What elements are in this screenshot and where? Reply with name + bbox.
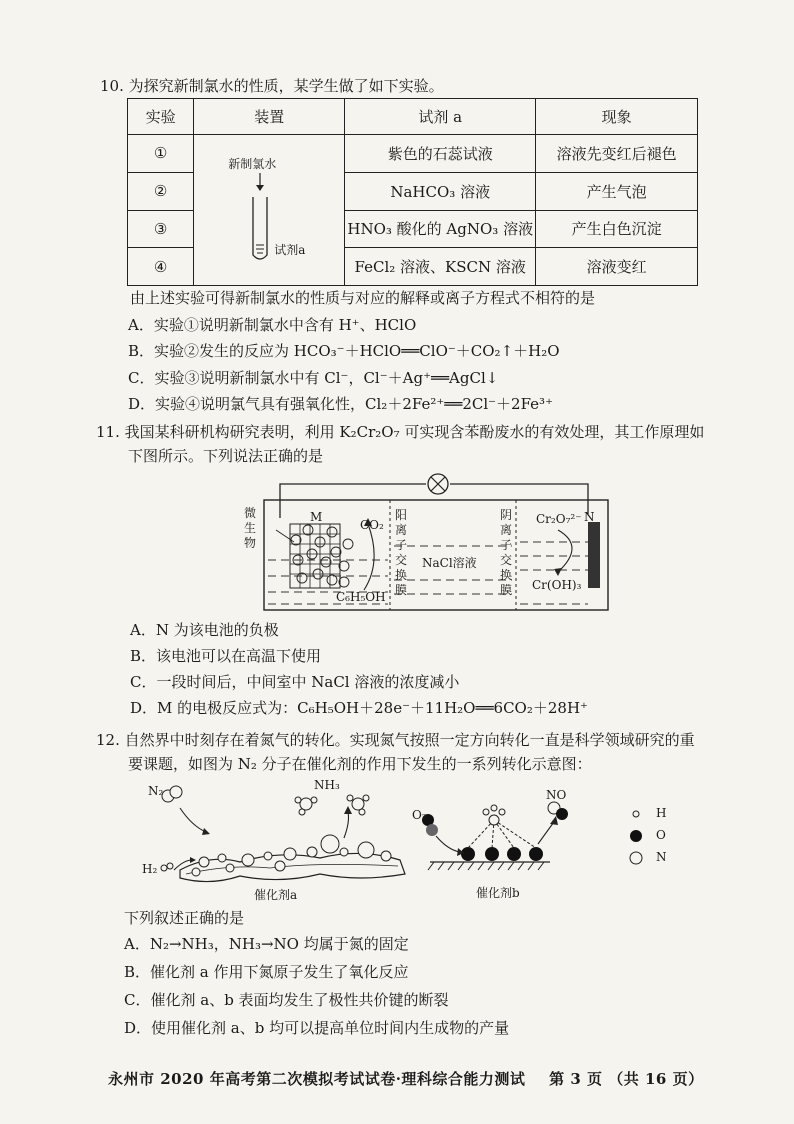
- table-cell: NaHCO₃ 溶液: [345, 172, 536, 210]
- n2-label: N₂: [148, 784, 164, 798]
- apparatus-top-label: 新制氯水: [228, 157, 277, 171]
- table-cell: ③: [128, 210, 194, 248]
- croh3-label: Cr(OH)₃: [532, 578, 582, 592]
- q12-option-d: D．使用催化剂 a、b 均可以提高单位时间内生成物的产量: [124, 1019, 510, 1037]
- apparatus-side-label: 试剂a: [274, 243, 306, 257]
- table-cell: 产生白色沉淀: [536, 210, 698, 248]
- q11-option-d: D．M 的电极反应式为：C₆H₅OH＋28e⁻＋11H₂O══6CO₂＋28H⁺: [130, 699, 588, 717]
- q10-option-c: C．实验③说明新制氯水中有 Cl⁻，Cl⁻＋Ag⁺══AgCl↓: [128, 369, 499, 387]
- q10-question: 由上述实验可得新制氯水的性质与对应的解释或离子方程式不相符的是: [130, 289, 596, 307]
- phenol-label: C₆H₅OH: [336, 590, 386, 604]
- table-cell: ④: [128, 248, 194, 286]
- q11-stem-line1: 11. 我国某科研机构研究表明，利用 K₂Cr₂O₇ 可实现含苯酚废水的有效处理，其工作原理如: [96, 423, 705, 441]
- table-cell: 溶液变红: [536, 248, 698, 286]
- q12-question: 下列叙述正确的是: [124, 909, 245, 927]
- q10-option-b: B．实验②发生的反应为 HCO₃⁻＋HClO══ClO⁻＋CO₂↑＋H₂O: [128, 342, 560, 360]
- apparatus-cell: [194, 135, 345, 286]
- catalyst-a-label: 催化剂a: [254, 888, 298, 902]
- q11-option-b: B．该电池可以在高温下使用: [130, 647, 322, 665]
- h2-label: H₂: [142, 862, 158, 876]
- legend-o-label: O: [656, 828, 666, 842]
- battery-drawing: [240, 470, 610, 616]
- table-cell: ②: [128, 172, 194, 210]
- footer-title: 永州市 2020 年高考第二次模拟考试试卷·理科综合能力测试: [108, 1070, 526, 1088]
- q11-option-c: C．一段时间后，中间室中 NaCl 溶液的浓度减小: [130, 673, 460, 691]
- table-cell: 溶液先变红后褪色: [536, 135, 698, 173]
- q10-option-d: D．实验④说明氯气具有强氧化性，Cl₂＋2Fe²⁺══2Cl⁻＋2Fe³⁺: [128, 395, 553, 413]
- table-cell: 紫色的石蕊试液: [345, 135, 536, 173]
- catalyst-b-label: 催化剂b: [476, 886, 520, 900]
- cation-membrane-label: 阳离子交换膜: [395, 508, 408, 597]
- q10-option-a: A．实验①说明新制氯水中含有 H⁺、HClO: [128, 316, 417, 334]
- microbe-label: 微生物: [244, 506, 257, 550]
- table-cell: ①: [128, 135, 194, 173]
- q12-option-a: A．N₂→NH₃，NH₃→NO 均属于氮的固定: [124, 935, 409, 953]
- table-header: 现象: [536, 99, 698, 135]
- no-label: NO: [546, 788, 567, 802]
- legend-h-label: H: [656, 806, 667, 820]
- q10-stem: 10. 为探究新制氯水的性质，某学生做了如下实验。: [100, 77, 444, 95]
- nitrogen-conversion-diagram: [130, 778, 690, 908]
- battery-diagram: [240, 470, 610, 616]
- cr2o7-label: Cr₂O₇²⁻: [536, 512, 582, 526]
- electrode-m-label: M: [310, 510, 323, 524]
- q12-option-c: C．催化剂 a、b 表面均发生了极性共价键的断裂: [124, 991, 449, 1009]
- q12-option-b: B．催化剂 a 作用下氮原子发生了氧化反应: [124, 963, 409, 981]
- footer-page: 第 3 页 （共 16 页）: [549, 1070, 704, 1088]
- q11-option-a: A．N 为该电池的负极: [130, 621, 279, 639]
- table-cell: 产生气泡: [536, 172, 698, 210]
- nitrogen-conversion-drawing: [130, 778, 690, 908]
- table-header: 试剂 a: [345, 99, 536, 135]
- table-cell: HNO₃ 酸化的 AgNO₃ 溶液: [345, 210, 536, 248]
- anion-membrane-label: 阴离子交换膜: [500, 508, 513, 597]
- q10-experiment-table: [127, 98, 698, 286]
- table-header: 实验: [128, 99, 194, 135]
- electrode-n-label: N: [584, 510, 595, 524]
- nh3-label: NH₃: [314, 778, 340, 792]
- table-cell: FeCl₂ 溶液、KSCN 溶液: [345, 248, 536, 286]
- q11-stem-line2: 下图所示。下列说法正确的是: [128, 447, 324, 465]
- legend-n-label: N: [656, 850, 667, 864]
- o2-label: O₂: [412, 808, 427, 822]
- q12-stem-line1: 12. 自然界中时刻存在着氮气的转化。实现氮气按照一定方向转化一直是科学领域研究的重: [96, 731, 695, 749]
- co2-label: CO₂: [360, 518, 384, 532]
- table-header: 装置: [194, 99, 345, 135]
- q12-stem-line2: 要课题，如图为 N₂ 分子在催化剂的作用下发生的一系列转化示意图：: [128, 755, 592, 773]
- page-footer: [108, 1068, 704, 1089]
- nacl-label: NaCl溶液: [422, 556, 477, 570]
